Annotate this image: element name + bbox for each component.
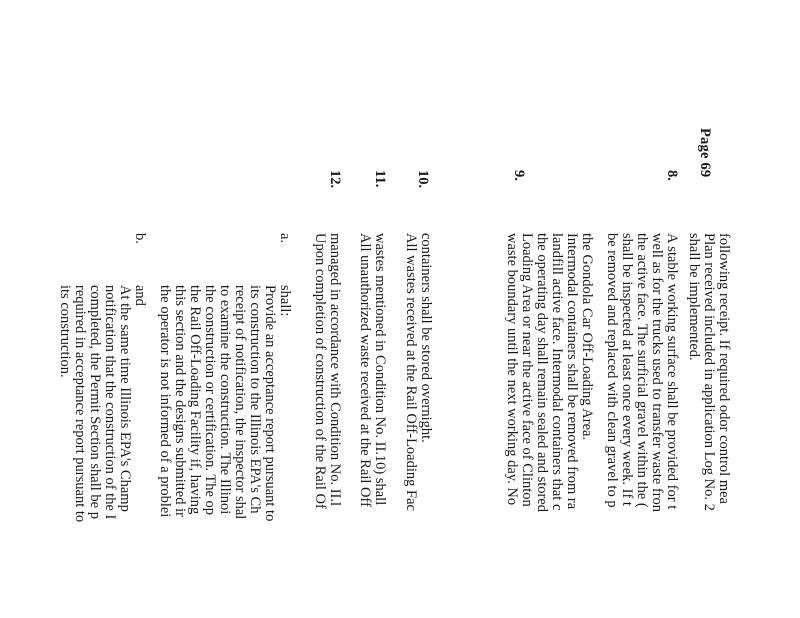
- condition-text-line: wastes mentioned in Condition No. II.10) shall: [372, 233, 388, 506]
- sub-item-text-line: Provide an acceptance report pursuant to: [262, 285, 278, 522]
- condition-text-line: waste boundary until the next working day. No: [504, 233, 520, 506]
- condition-text-line: be removed and replaced with clean gravel to p: [604, 233, 620, 508]
- sub-item-text-line: and: [132, 285, 148, 306]
- condition-number: 10.: [415, 170, 431, 189]
- sub-item-text-line: its construction.: [57, 285, 73, 378]
- condition-text-line: Upon completion of construction of the Rail Of: [312, 233, 328, 509]
- sub-item-text-line: receipt of notification, the inspector shal: [232, 285, 248, 520]
- continuation-line: Plan received included in application Log No. 2: [701, 233, 717, 511]
- sub-item-text-line: to examine the construction. The Illinoi: [217, 285, 233, 515]
- condition-number: 8.: [664, 170, 680, 181]
- condition-text-line: the operating day shall remain sealed and stored: [534, 233, 550, 513]
- sub-item-text-line: notification that the construction of the I: [102, 285, 118, 520]
- condition-number: 9.: [511, 170, 527, 181]
- sub-item-text-line: required in acceptance report pursuant to: [72, 285, 88, 523]
- page-header: Page 69: [697, 128, 713, 178]
- sub-item-text-line: the construction or certification. The op: [202, 285, 218, 516]
- sub-item-text-line: the Rail Off-Loading Facility if, having: [187, 285, 203, 515]
- condition-text-line: the active face. The surficial gravel within the (: [634, 233, 650, 508]
- condition-number: 12.: [327, 170, 343, 189]
- condition-text-line: containers shall be stored overnight.: [418, 233, 434, 443]
- sub-item-text-line: the operator is not informed of a problei: [157, 285, 173, 518]
- condition-text-line: managed in accordance with Condition No. II.l: [327, 233, 343, 507]
- sub-item-letter: b.: [132, 233, 148, 244]
- condition-text-line: the Gondola Car Off-Loading Area.: [579, 233, 595, 441]
- sub-item-text-line: its construction to the Illinois EPA's Ch: [247, 285, 263, 514]
- condition-text-line: landfill active face. Intermodal containers that c: [549, 233, 565, 511]
- condition-text-line: well as for the trucks used to transfer waste fron: [649, 233, 665, 513]
- condition-text-line: shall be inspected at least once every week. If t: [619, 233, 635, 506]
- sub-item-text-line: At the same time Illinois EPA's Champ: [117, 285, 133, 512]
- condition-text-line: All wastes received at the Rail Off-Loading Fac: [403, 233, 419, 511]
- condition-number: 11.: [372, 170, 388, 188]
- sub-item-text-line: this section and the designs submitted ir: [172, 285, 188, 517]
- continuation-line: following receipt. If required odor control mea: [716, 233, 732, 504]
- condition-text-line: All unauthorized waste received at the Rail Off: [357, 233, 373, 507]
- sub-item-text-line: shall:: [277, 285, 293, 317]
- condition-text-line: A stable working surface shall be provided for t: [664, 233, 680, 510]
- sub-item-text-line: completed, the Permit Section shall be p: [87, 285, 103, 519]
- condition-text-line: Intermodal containers shall be removed from ra: [564, 233, 580, 510]
- continuation-line: shall be implemented.: [686, 233, 702, 361]
- condition-text-line: Loading Area or near the active face of Clinton: [519, 233, 535, 507]
- sub-item-letter: a.: [277, 233, 293, 244]
